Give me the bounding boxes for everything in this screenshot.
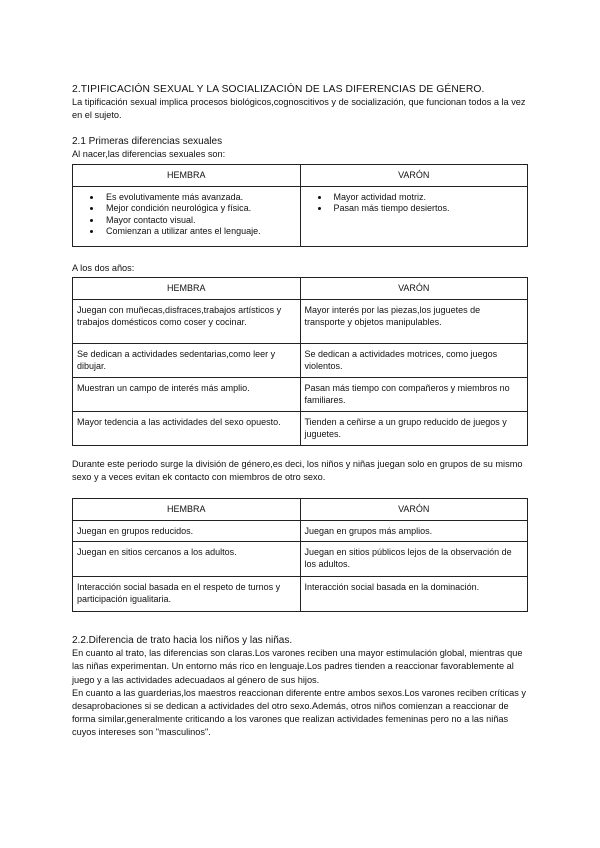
table-cell: Juegan en sitios públicos lejos de la observación de los adultos. xyxy=(300,542,528,577)
document-page xyxy=(72,83,528,740)
list-item: • Mayor contacto visual. xyxy=(102,215,296,227)
table-cell: Juegan con muñecas,disfraces,trabajos artísticos y trabajos domésticos como coser y cocinar. xyxy=(73,299,301,343)
intro-paragraph: La tipificación sexual implica procesos biológicos,cognoscitivos y de socialización, que funcionan todos a la vez en el sujeto. xyxy=(72,97,526,121)
table-cell: Se dedican a actividades motrices, como juegos violentos. xyxy=(300,343,528,377)
table-row xyxy=(73,521,528,542)
table-cell: Se dedican a actividades sedentarias,como leer y dibujar. xyxy=(73,343,301,377)
body-paragraph: En cuanto a las guarderias,los maestros reaccionan diferente entre ambos sexos.Los varones reciben críticas y desaprobaciones si se dedican a actividades del otro sexo.Además, otros niños comienzan a reaccionar de forma similar,generalmente criticando a los varones que realizan actividades femeninas pero no a las niñas cuyos intereses son "masculinos". xyxy=(72,687,526,738)
table-cell: Tienden a ceñirse a un grupo reducido de juegos y juguetes. xyxy=(300,411,528,445)
table-cell: Juegan en grupos reducidos. xyxy=(73,521,301,542)
subsection-title: 2.1 Primeras diferencias sexuales xyxy=(72,136,223,148)
table-row xyxy=(73,542,528,577)
two-years-table xyxy=(72,277,528,446)
table-cell: Interacción social basada en la dominación. xyxy=(300,577,528,612)
table-cell: Mayor tedencia a las actividades del sexo opuesto. xyxy=(73,411,301,445)
subsection-title: 2.2.Diferencia de trato hacia los niños y las niñas. xyxy=(72,635,293,647)
list-item: • Pasan más tiempo desiertos. xyxy=(330,203,524,215)
hembra-cell xyxy=(73,186,301,246)
table-row xyxy=(73,377,528,411)
list-item: • Es evolutivamente más avanzada. xyxy=(102,192,296,204)
section-title: 2.TIPIFICACIÓN SEXUAL Y LA SOCIALIZACIÓN DE LAS DIFERENCIAS DE GÉNERO. xyxy=(72,84,485,95)
list-item: • Comienzan a utilizar antes el lenguaje. xyxy=(102,226,296,238)
table-header: VARÓN xyxy=(300,499,528,521)
group-play-table xyxy=(72,498,528,612)
table-cell: Juegan en grupos más amplios. xyxy=(300,521,528,542)
table-cell: Muestran un campo de interés más amplio. xyxy=(73,377,301,411)
table-row xyxy=(73,343,528,377)
birth-differences-table xyxy=(72,164,528,247)
varon-cell xyxy=(300,186,528,246)
table-row xyxy=(73,577,528,612)
lead-text: A los dos años: xyxy=(72,262,135,273)
table-cell: Juegan en sitios cercanos a los adultos. xyxy=(73,542,301,577)
table-header: VARÓN xyxy=(300,164,528,186)
table-header: HEMBRA xyxy=(73,499,301,521)
table-cell: Mayor interés por las piezas,los juguetes de transporte y objetos manipulables. xyxy=(300,299,528,343)
list-item: • Mayor actividad motriz. xyxy=(330,192,524,204)
table-row xyxy=(73,299,528,343)
table-header: HEMBRA xyxy=(73,277,301,299)
table-cell: Pasan más tiempo con compañeros y miembros no familiares. xyxy=(300,377,528,411)
body-paragraph: Durante este periodo surge la división de género,es deci, los niños y niñas juegan solo en grupos de su mismo sexo y a veces evitan ek contacto con miembros de otro sexo. xyxy=(72,458,523,483)
table-header: HEMBRA xyxy=(73,164,301,186)
list-item: • Mejor condición neurológica y física. xyxy=(102,203,296,215)
body-paragraph: En cuanto al trato, las diferencias son claras.Los varones reciben una mayor estimulación global, mientras que las niñas experimentan. Un entorno más rico en lenguaje.Los padres tienden a reaccionar favorablemente al juego y a las actividades adecuadaos al género de sus hijos. xyxy=(72,648,523,685)
table-cell: Interacción social basada en el respeto de turnos y participación igualitaria. xyxy=(73,577,301,612)
table-header: VARÓN xyxy=(300,277,528,299)
table-row xyxy=(73,411,528,445)
lead-text: Al nacer,las diferencias sexuales son: xyxy=(72,149,226,160)
